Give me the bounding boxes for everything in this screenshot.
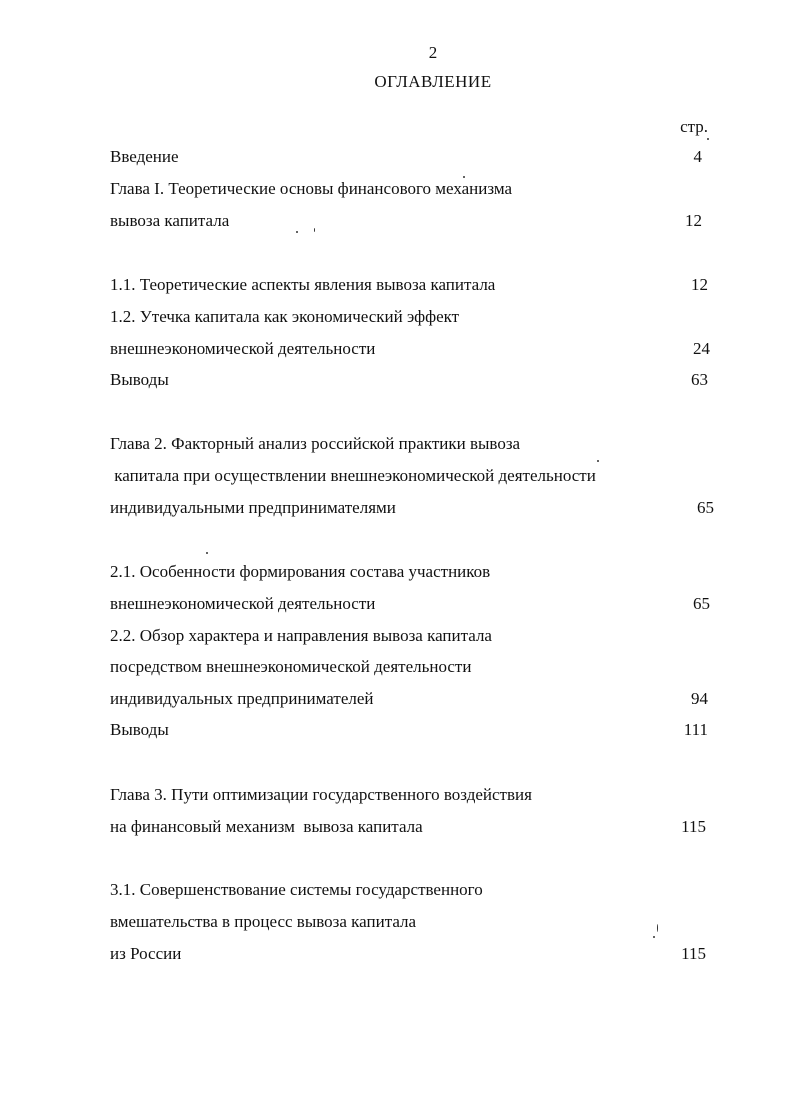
toc-entry-text: 1.1. Теоретические аспекты явления вывоза капитала bbox=[110, 275, 496, 294]
toc-entry-page: 115 bbox=[681, 817, 706, 836]
toc-entry-page: 65 bbox=[697, 498, 714, 517]
page-number: 2 bbox=[428, 43, 438, 62]
scan-speck bbox=[653, 936, 655, 938]
toc-entry-text: 2.2. Обзор характера и направления вывоза капитала bbox=[110, 626, 492, 645]
toc-entry-text: Глава 2. Факторный анализ российской практики вывоза bbox=[110, 434, 521, 453]
page-column-label: стр. bbox=[680, 117, 708, 136]
toc-entry-text: из России bbox=[110, 944, 182, 963]
toc-entry-text: Глава I. Теоретические основы финансового механизма bbox=[110, 179, 513, 198]
toc-entry-text: индивидуальными предпринимателями bbox=[110, 498, 396, 517]
toc-entry-page: 24 bbox=[693, 339, 710, 358]
scan-speck bbox=[657, 924, 658, 932]
toc-entry-text: вывоза капитала bbox=[110, 211, 230, 230]
toc-entry-page: 12 bbox=[685, 211, 702, 230]
toc-entry-page: 94 bbox=[691, 689, 708, 708]
scan-speck bbox=[296, 231, 298, 233]
toc-entry-text: 3.1. Совершенствование системы государственного bbox=[110, 880, 483, 899]
toc-entry-text: Введение bbox=[110, 147, 179, 166]
toc-entry-page: 4 bbox=[693, 147, 702, 166]
scan-speck bbox=[597, 460, 599, 462]
toc-entry-text: Глава 3. Пути оптимизации государственного воздействия bbox=[110, 785, 532, 804]
toc-entry-text: вмешательства в процесс вывоза капитала bbox=[110, 912, 417, 931]
toc-entry-page: 115 bbox=[681, 944, 706, 963]
toc-entry-text: посредством внешнеэкономической деятельности bbox=[110, 657, 472, 676]
toc-entry-text: 1.2. Утечка капитала как экономический эффект bbox=[110, 307, 460, 326]
toc-entry-page: 111 bbox=[683, 720, 708, 739]
toc-entry-page: 12 bbox=[691, 275, 708, 294]
toc-entry-page: 63 bbox=[691, 370, 708, 389]
scan-speck bbox=[206, 552, 208, 554]
toc-entry-text: капитала при осуществлении внешнеэкономической деятельности bbox=[110, 466, 596, 485]
toc-entry-text: на финансовый механизм вывоза капитала bbox=[110, 817, 423, 836]
toc-entry-text: индивидуальных предпринимателей bbox=[110, 689, 374, 708]
scan-speck bbox=[707, 138, 709, 140]
toc-entry-text: Выводы bbox=[110, 370, 169, 389]
toc-entry-text: 2.1. Особенности формирования состава участников bbox=[110, 562, 491, 581]
toc-entry-text: внешнеэкономической деятельности bbox=[110, 339, 376, 358]
toc-entry-text: Выводы bbox=[110, 720, 169, 739]
scan-speck bbox=[314, 228, 315, 232]
toc-heading: ОГЛАВЛЕНИЕ bbox=[374, 72, 492, 91]
toc-entry-text: внешнеэкономической деятельности bbox=[110, 594, 376, 613]
scan-speck bbox=[463, 176, 465, 178]
toc-entry-page: 65 bbox=[693, 594, 710, 613]
